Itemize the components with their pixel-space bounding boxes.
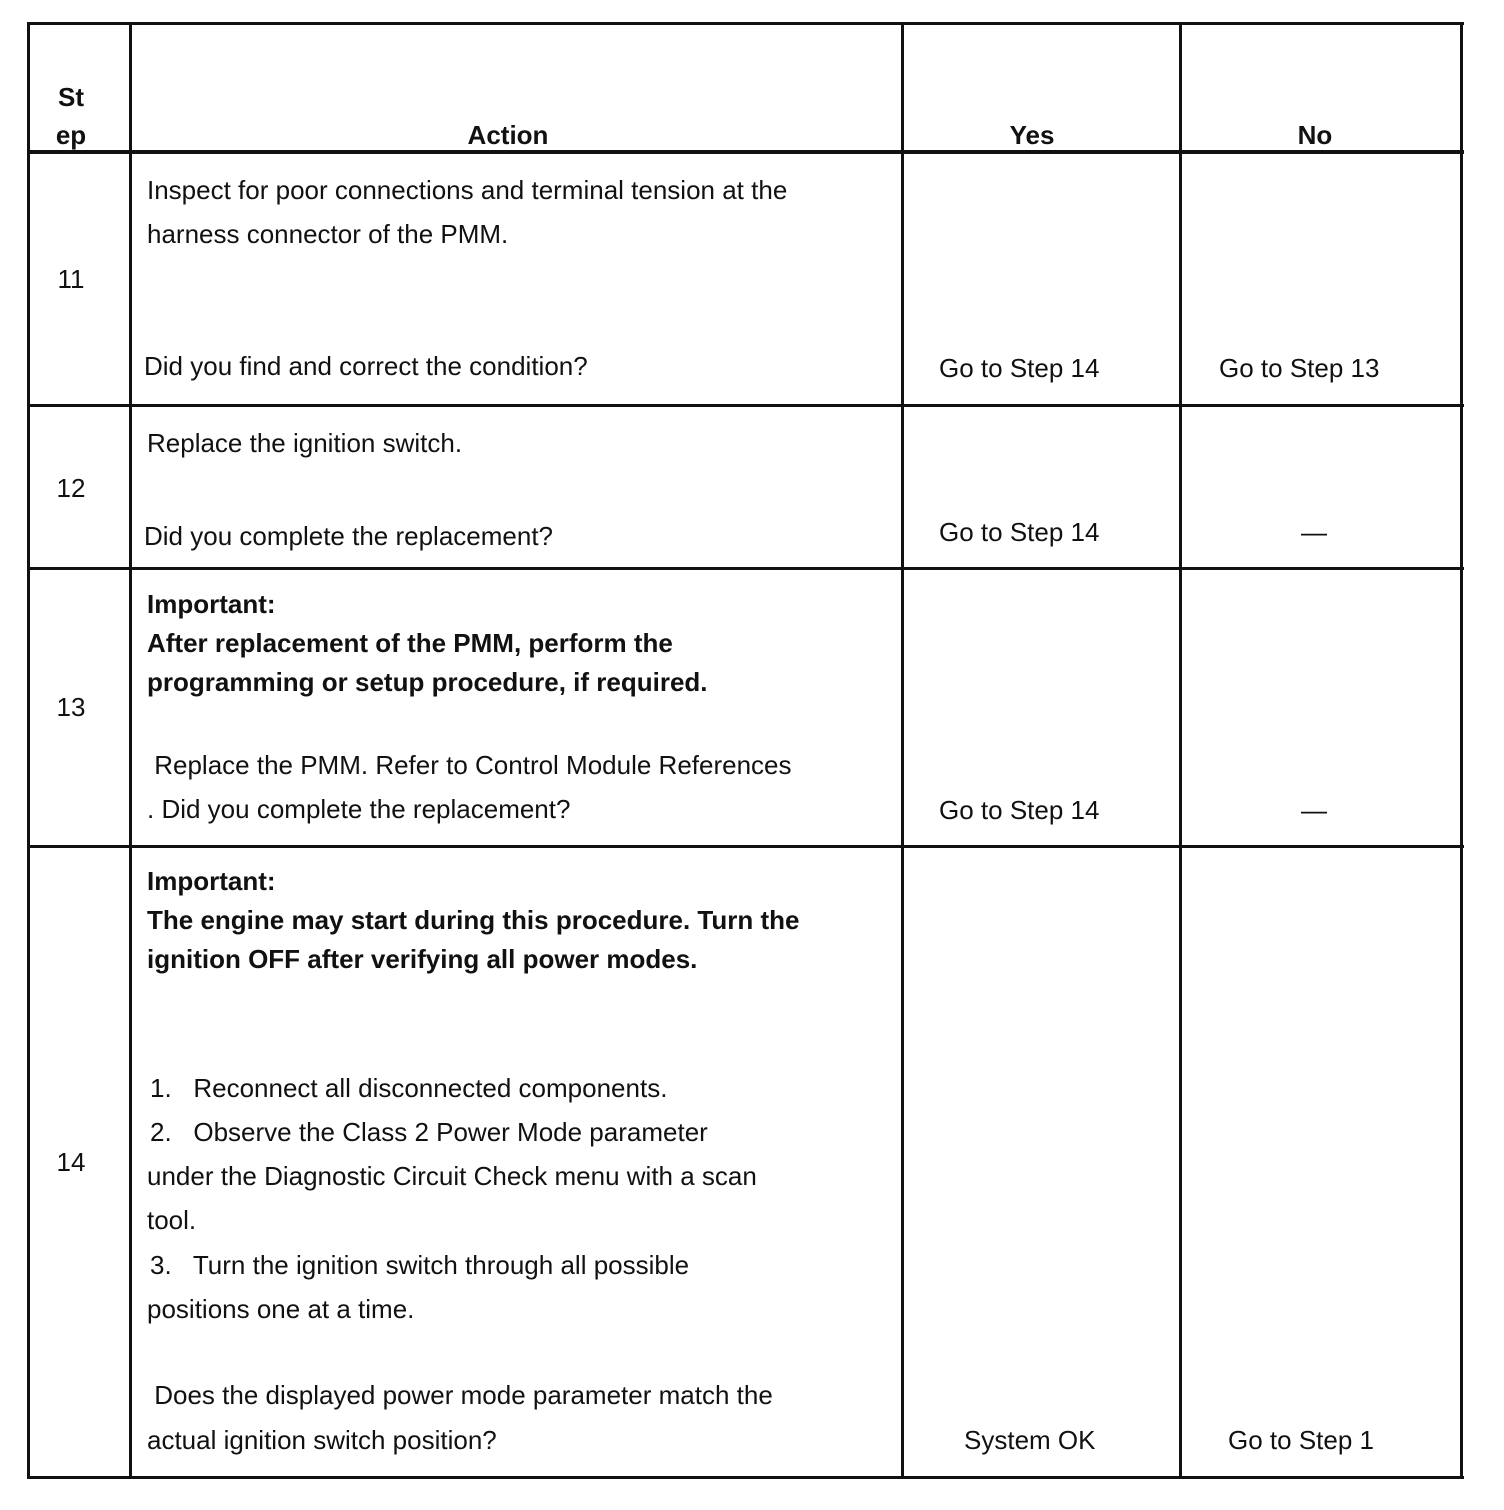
- header-step-line1: St: [58, 82, 84, 112]
- no-cell: —: [1301, 517, 1327, 547]
- row-divider: [27, 567, 1464, 570]
- step-number: 13: [56, 692, 86, 722]
- list-item: 1. Reconnect all disconnected components.: [150, 1073, 668, 1103]
- yes-cell: System OK: [964, 1425, 1096, 1455]
- no-cell: Go to Step 13: [1219, 353, 1380, 383]
- action-question: Did you find and correct the condition?: [144, 351, 588, 381]
- action-question: Does the displayed power mode parameter match the: [147, 1380, 773, 1410]
- table-border-left: [27, 22, 30, 1479]
- table-border-bottom: [27, 1476, 1464, 1479]
- list-item-continuation: under the Diagnostic Circuit Check menu with a scan: [147, 1161, 757, 1191]
- step-number: 11: [57, 264, 85, 294]
- list-item-continuation: positions one at a time.: [147, 1294, 415, 1324]
- header-no: No: [1297, 120, 1333, 150]
- header-action: Action: [467, 120, 549, 150]
- table-border-top: [27, 22, 1464, 25]
- list-item: 3. Turn the ignition switch through all possible: [150, 1250, 690, 1280]
- important-text: After replacement of the PMM, perform the: [147, 628, 673, 658]
- action-text: Replace the ignition switch.: [147, 428, 463, 458]
- column-divider: [901, 22, 904, 1479]
- action-text: Inspect for poor connections and terminal tension at the: [147, 175, 788, 205]
- yes-cell: Go to Step 14: [939, 517, 1100, 547]
- header-yes: Yes: [1009, 120, 1055, 150]
- yes-cell: Go to Step 14: [939, 353, 1100, 383]
- important-label: Important:: [147, 589, 276, 619]
- header-step: [30, 78, 112, 154]
- no-cell: —: [1301, 795, 1327, 825]
- yes-cell: Go to Step 14: [939, 795, 1100, 825]
- important-text: ignition OFF after verifying all power modes.: [147, 944, 698, 974]
- action-text: harness connector of the PMM.: [147, 219, 509, 249]
- action-question: actual ignition switch position?: [147, 1425, 497, 1455]
- step-number: 12: [56, 473, 86, 503]
- table-border-right: [1460, 22, 1463, 1479]
- step-number: 14: [56, 1147, 86, 1177]
- action-question: Did you complete the replacement?: [144, 521, 554, 551]
- important-text: programming or setup procedure, if required.: [147, 667, 708, 697]
- row-divider: [27, 845, 1464, 848]
- list-item: 2. Observe the Class 2 Power Mode parameter: [150, 1117, 708, 1147]
- no-cell: Go to Step 1: [1228, 1425, 1374, 1455]
- important-label: Important:: [147, 866, 276, 896]
- row-divider: [27, 404, 1464, 407]
- important-text: The engine may start during this procedure. Turn the: [147, 905, 800, 935]
- action-question: . Did you complete the replacement?: [147, 794, 571, 824]
- list-item-continuation: tool.: [147, 1205, 197, 1235]
- column-divider: [129, 22, 132, 1479]
- header-step-line2: ep: [55, 120, 87, 150]
- column-divider: [1179, 22, 1182, 1479]
- action-text: Replace the PMM. Refer to Control Module References: [147, 750, 792, 780]
